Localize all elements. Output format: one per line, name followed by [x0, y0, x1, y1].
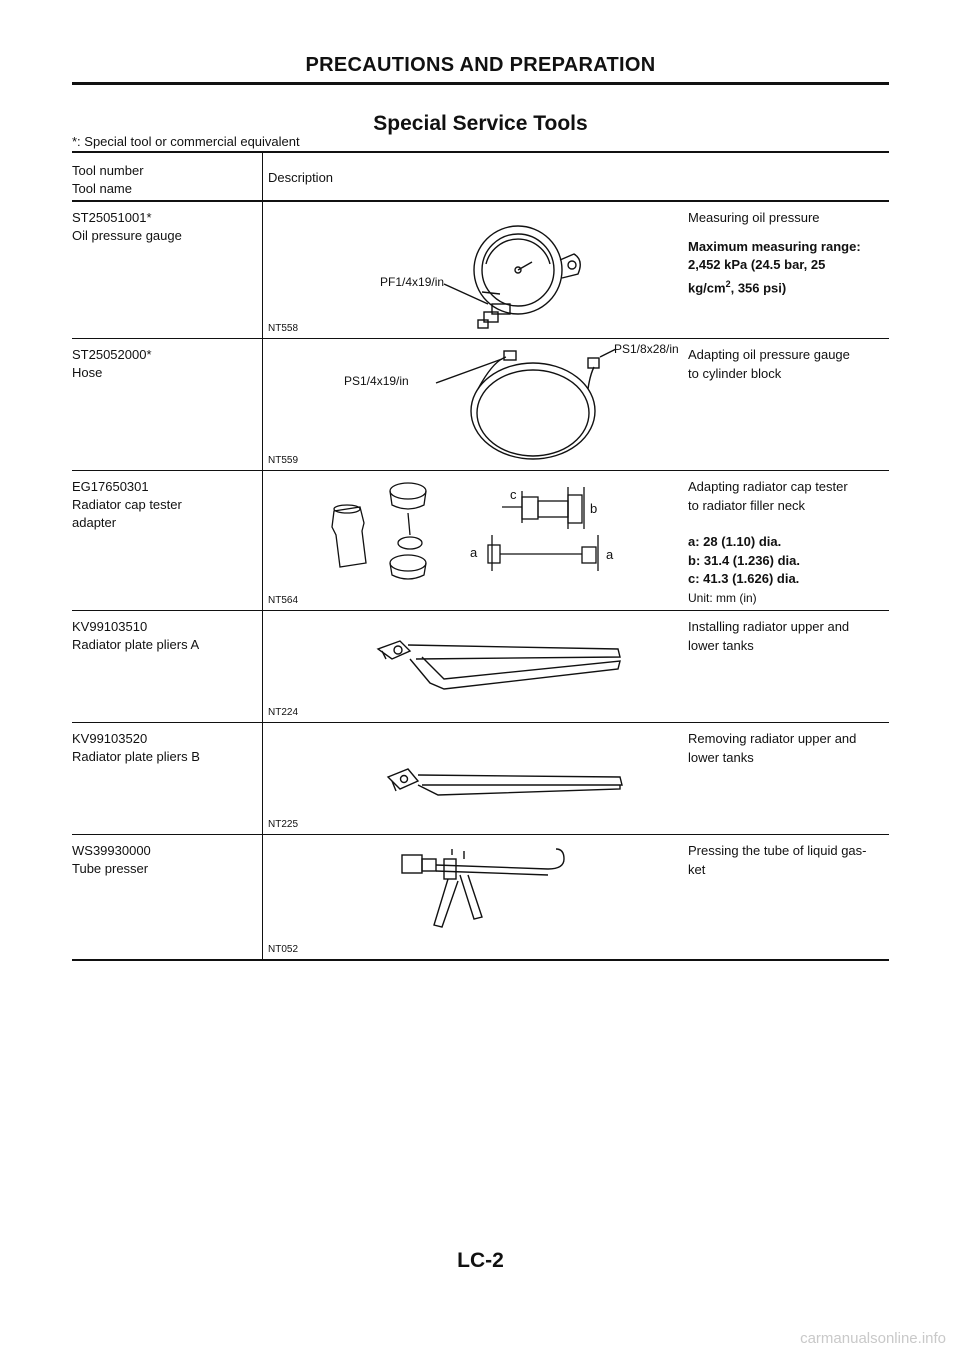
- tool-description: Removing radiator upper and lower tanks: [688, 731, 857, 765]
- tool-number: ST25052000*: [72, 347, 152, 362]
- tool-column-header: Tool number Tool name: [72, 163, 144, 196]
- cap-tester-adapter-figure: [268, 471, 682, 610]
- figure-code: NT224: [268, 707, 299, 718]
- tool-description: Installing radiator upper and lower tanks: [688, 619, 850, 653]
- tool-name: Radiator cap tester: [72, 497, 182, 512]
- table-row: [72, 835, 889, 959]
- table-header-row: [72, 153, 889, 200]
- tool-name: Oil pressure gauge: [72, 228, 182, 243]
- oil-pressure-gauge-figure: [268, 202, 682, 338]
- header-rule: [72, 82, 889, 85]
- tool-description: Adapting oil pressure gauge to cylinder block: [688, 347, 850, 381]
- table-row: [72, 202, 889, 338]
- pliers-b-figure: [268, 723, 682, 834]
- tool-name: Radiator plate pliers B: [72, 749, 200, 764]
- tool-number: KV99103520: [72, 731, 148, 746]
- table-row: [72, 611, 889, 722]
- hose-thread-label-1: PS1/4x19/in: [344, 374, 409, 388]
- tool-number: KV99103510: [72, 619, 148, 634]
- dimension-label-b: b: [590, 501, 598, 516]
- hose-thread-label-2: PS1/8x28/in: [614, 342, 679, 356]
- footnote: *: Special tool or commercial equivalent: [72, 134, 300, 149]
- tool-name: Tube presser: [72, 861, 149, 876]
- tool-description: Pressing the tube of liquid gas- ket: [688, 843, 867, 877]
- cap-tester-adapter-drawing: [268, 471, 682, 610]
- figure-code: NT559: [268, 455, 299, 466]
- tube-presser-figure: [268, 835, 682, 959]
- tool-description: Adapting radiator cap tester to radiator filler neck a: 28 (1.10) dia. b: 31.4 (1.236) dia. c: 41.3 (1.626) dia. Unit: mm (in): [688, 479, 848, 605]
- header: [72, 54, 889, 77]
- tool-name-cell: [72, 209, 260, 245]
- table-row: [72, 723, 889, 834]
- dimension-label-a-right: a: [606, 547, 614, 562]
- tools-table: [72, 151, 889, 961]
- tool-name-cell: [72, 618, 260, 654]
- dimension-label-a-left: a: [470, 545, 478, 560]
- hose-drawing: [268, 339, 682, 470]
- pliers-a-drawing: [268, 611, 682, 722]
- tool-name-cell: [72, 346, 260, 382]
- tool-number: ST25051001*: [72, 210, 152, 225]
- tool-name: Hose: [72, 365, 103, 380]
- figure-code: NT225: [268, 819, 299, 830]
- pliers-a-figure: [268, 611, 682, 722]
- figure-code: NT564: [268, 595, 299, 606]
- tube-presser-drawing: [268, 835, 682, 959]
- watermark: carmanualsonline.info: [800, 1330, 946, 1347]
- hose-figure: [268, 339, 682, 470]
- tool-name-cell: [72, 842, 260, 878]
- figure-code: NT052: [268, 944, 299, 955]
- gauge-thread-label: PF1/4x19/in: [380, 275, 445, 289]
- tool-number: EG17650301: [72, 479, 149, 494]
- page-header-title: PRECAUTIONS AND PREPARATION: [305, 54, 656, 76]
- pliers-b-drawing: [268, 723, 682, 834]
- table-row: [72, 339, 889, 470]
- tool-name-cell: [72, 730, 260, 766]
- figure-code: NT558: [268, 323, 299, 334]
- tool-description: Measuring oil pressure Maximum measuring range: 2,452 kPa (24.5 bar, 25 $kg/cm^2$, 356 psi): [688, 210, 861, 295]
- page-number: LC-2: [457, 1249, 504, 1272]
- description-column-header: Description: [268, 170, 334, 185]
- tool-number: WS39930000: [72, 843, 151, 858]
- dimension-label-c: c: [510, 487, 517, 502]
- section-title: Special Service Tools: [373, 112, 588, 135]
- table-bottom-rule: [72, 959, 889, 961]
- oil-pressure-gauge-drawing: [268, 202, 682, 338]
- tool-name: Radiator plate pliers A: [72, 637, 200, 652]
- tool-name-cont: adapter: [72, 515, 117, 530]
- table-row: [72, 471, 889, 610]
- tool-name-cell: [72, 478, 260, 532]
